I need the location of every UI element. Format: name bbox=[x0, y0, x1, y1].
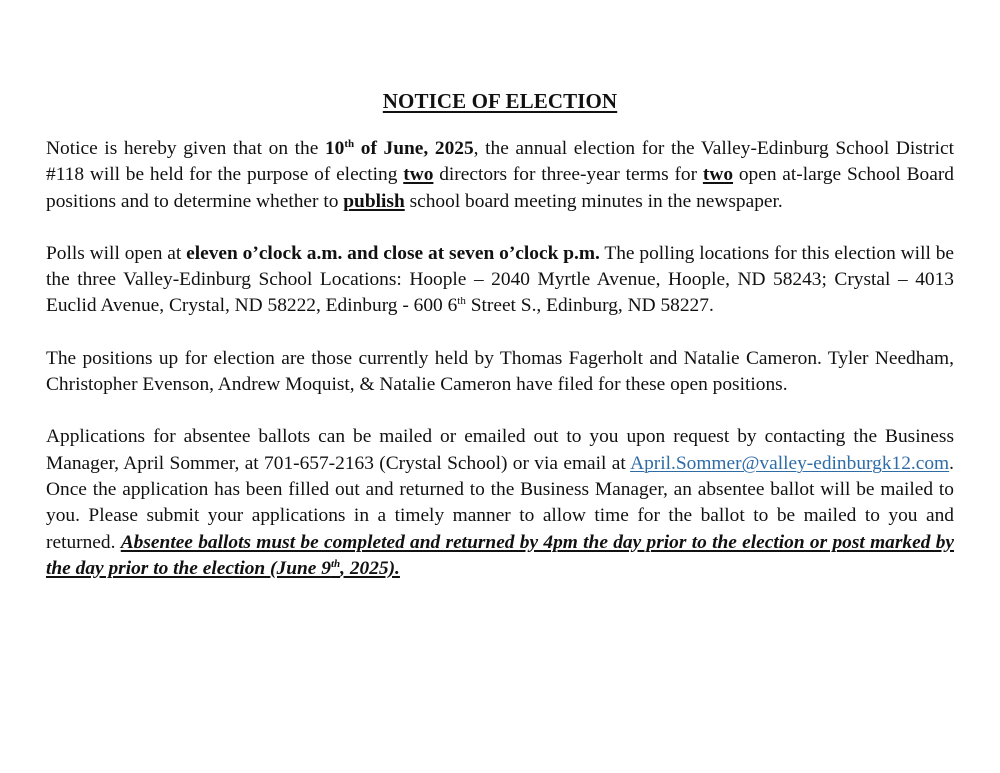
p1-text-5: school board meeting minutes in the newspaper. bbox=[404, 190, 783, 212]
emphasis-two-positions: two bbox=[702, 164, 734, 186]
election-notice-page bbox=[46, 86, 954, 608]
election-date-ordinal: th bbox=[344, 138, 355, 150]
paragraph-polling-locations bbox=[46, 241, 954, 320]
p2-text-1: Polls will open at bbox=[46, 242, 187, 264]
p4-text-1: Applications for absentee ballots can be mailed or emailed out to you upon request by contacting the Business Manager, April Sommer, at 701-657-2163 (Crystal School) or via email at bbox=[46, 426, 954, 474]
p1-text-4: open at-large School Board positions and to determine whether to bbox=[46, 164, 954, 212]
election-date-day: 10 bbox=[324, 138, 345, 159]
emphasis-two-directors: two bbox=[403, 164, 434, 186]
p1-text-1: Notice is hereby given that on the bbox=[46, 138, 325, 159]
paragraph-election-date bbox=[46, 136, 954, 215]
p2-text-3: Street S., Edinburg, ND 58227. bbox=[465, 295, 714, 317]
p1-text-2: , the annual election for the Valley-Edinburg School District #118 will be held for the purpose of electing bbox=[46, 138, 954, 186]
street-ordinal: th bbox=[457, 295, 466, 308]
absentee-deadline-year: , 2025). bbox=[340, 557, 400, 579]
election-date bbox=[325, 138, 474, 159]
paragraph-absentee-ballots bbox=[46, 424, 954, 582]
absentee-deadline bbox=[46, 532, 954, 579]
deadline-ordinal: th bbox=[330, 557, 341, 570]
absentee-deadline-text: Absentee ballots must be completed and returned by 4pm the day prior to the election or post marked by the day prior to the election (June 9 bbox=[46, 531, 954, 579]
paragraph-candidates: The positions up for election are those currently held by Thomas Fagerholt and Natalie Cameron. Tyler Needham, Christopher Evenson, Andrew Moquist, & Natalie Cameron have filed for these open positions. bbox=[46, 347, 954, 396]
election-date-rest: of June, 2025 bbox=[354, 138, 474, 159]
p1-text-3: directors for three-year terms for bbox=[433, 164, 703, 186]
email-link[interactable]: April.Sommer@valley-edinburgk12.com bbox=[630, 452, 950, 474]
p4-text-2: . Once the application has been filled out and returned to the Business Manager, an absentee ballot will be mailed to you. Please submit your applications in a timely manner to allow time for the ballot to be mailed to you and returned. bbox=[46, 452, 954, 553]
p2-text-2: The polling locations for this election will be the three Valley-Edinburg School Locations: Hoople – 2040 Myrtle Avenue, Hoople, ND 58243; Crystal – 4013 Euclid Avenue, Crystal, ND 58222, Edinburg - 600 6 bbox=[46, 242, 955, 317]
emphasis-publish: publish bbox=[343, 190, 405, 212]
polling-hours: eleven o’clock a.m. and close at seven o’clock p.m. bbox=[186, 242, 600, 264]
notice-title: NOTICE OF ELECTION bbox=[382, 89, 618, 113]
